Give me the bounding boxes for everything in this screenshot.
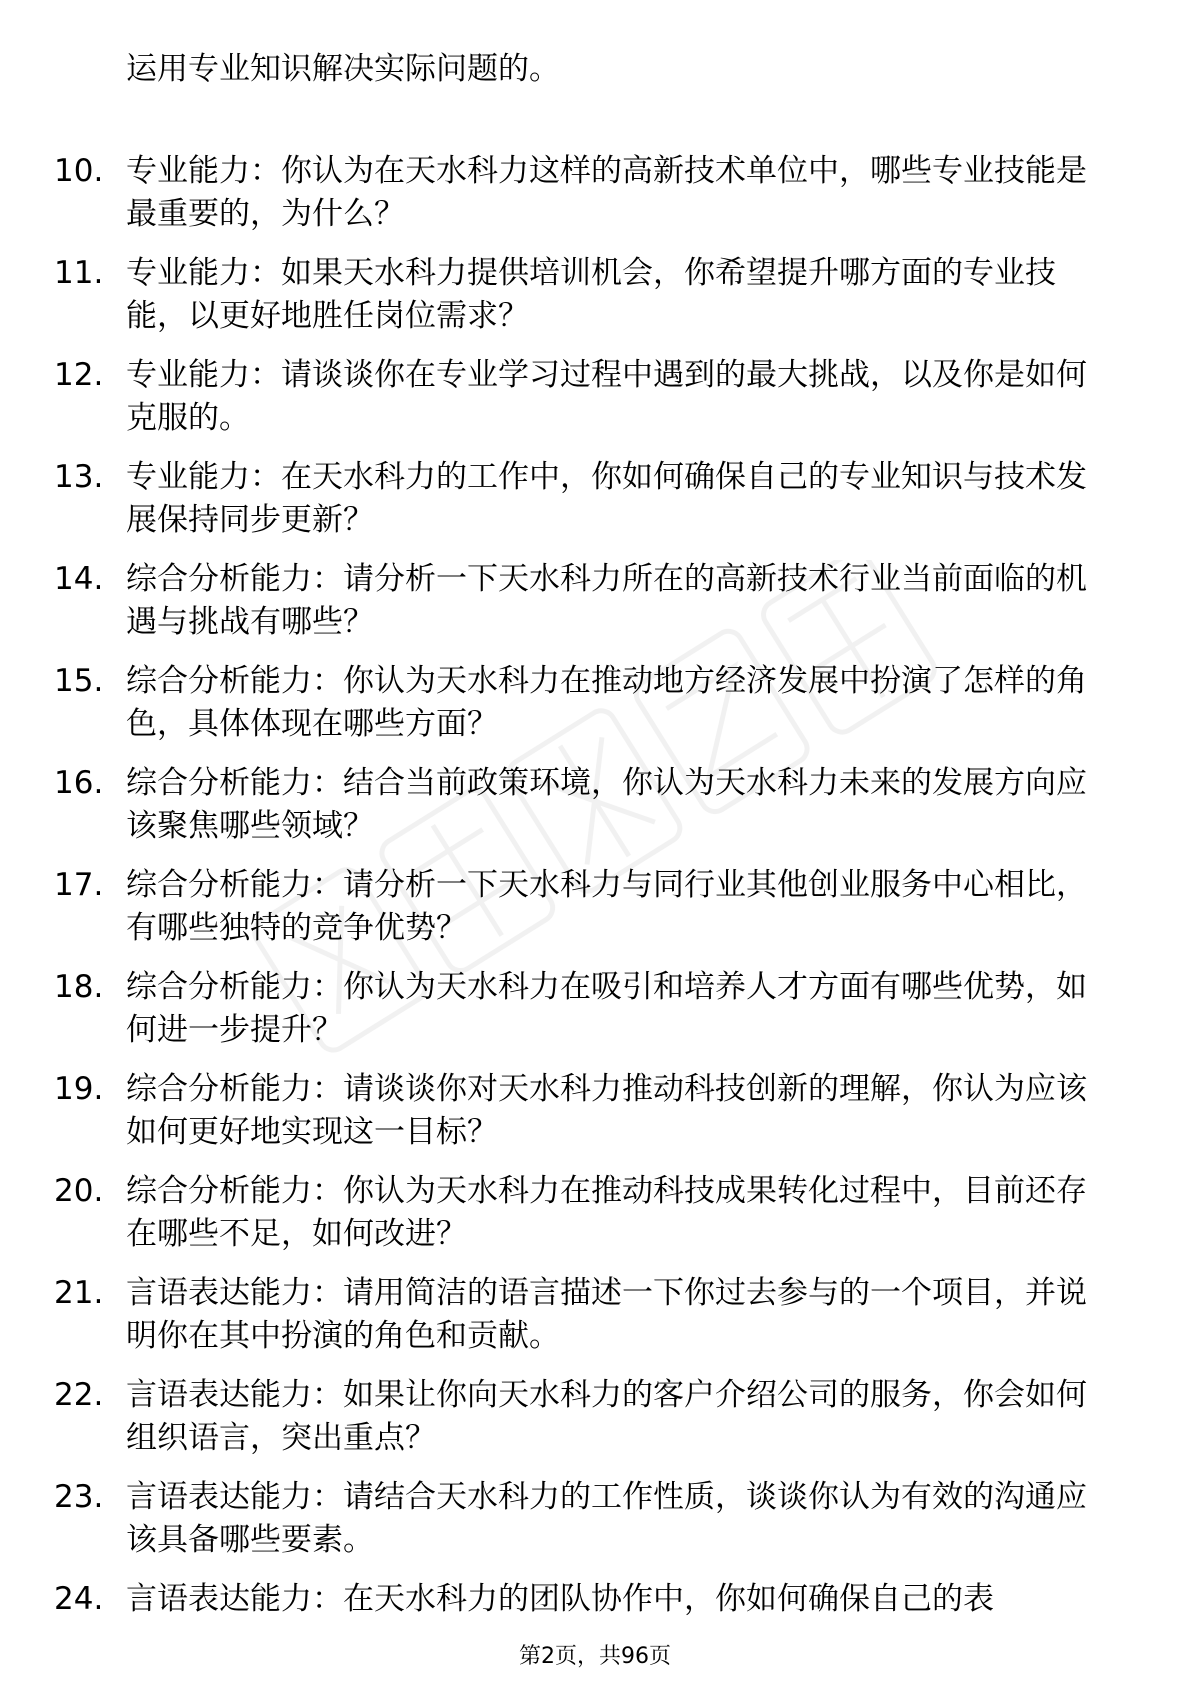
page-indicator: 第2页，共96页: [519, 1644, 671, 1669]
question-number: 17.: [54, 867, 104, 903]
question-text: 综合分析能力：你认为天水科力在吸引和培养人才方面有哪些优势，如何进一步提升？: [126, 969, 1087, 1048]
question-text: 综合分析能力：你认为天水科力在推动科技成果转化过程中，目前还存在哪些不足，如何改进？: [126, 1173, 1087, 1252]
question-number: 16.: [54, 765, 104, 801]
question-text: 专业能力：你认为在天水科力这样的高新技术单位中，哪些专业技能是最重要的，为什么？: [126, 153, 1087, 232]
question-text: 言语表达能力：如果让你向天水科力的客户介绍公司的服务，你会如何组织语言，突出重点？: [126, 1377, 1087, 1456]
question-number: 10.: [54, 153, 104, 189]
page-footer: [0, 1642, 1190, 1672]
question-text: 综合分析能力：请分析一下天水科力所在的高新技术行业当前面临的机遇与挑战有哪些？: [126, 561, 1087, 640]
question-number: 13.: [54, 459, 104, 495]
question-item: [54, 1476, 1124, 1562]
question-number: 21.: [54, 1275, 104, 1311]
question-number: 24.: [54, 1581, 104, 1617]
question-number: 15.: [54, 663, 104, 699]
question-text: 综合分析能力：请分析一下天水科力与同行业其他创业服务中心相比，有哪些独特的竞争优势？: [126, 867, 1087, 946]
question-item: [54, 966, 1124, 1052]
question-item: [54, 864, 1124, 950]
question-item: [54, 252, 1124, 338]
question-item: [54, 1374, 1124, 1460]
question-number: 18.: [54, 969, 104, 1005]
question-number: 14.: [54, 561, 104, 597]
question-item: [54, 1170, 1124, 1256]
question-text: 专业能力：在天水科力的工作中，你如何确保自己的专业知识与技术发展保持同步更新？: [126, 459, 1087, 538]
question-item: [54, 660, 1124, 746]
question-number: 20.: [54, 1173, 104, 1209]
question-number: 23.: [54, 1479, 104, 1515]
question-item: [54, 1272, 1124, 1358]
question-item: [54, 456, 1124, 542]
document-body: [54, 48, 1124, 1680]
question-item: [54, 558, 1124, 644]
question-number: 12.: [54, 357, 104, 393]
question-text: 专业能力：请谈谈你在专业学习过程中遇到的最大挑战，以及你是如何克服的。: [126, 357, 1087, 436]
question-number: 22.: [54, 1377, 104, 1413]
question-item: [54, 762, 1124, 848]
question-item: [54, 354, 1124, 440]
question-number: 11.: [54, 255, 104, 291]
question-text: 言语表达能力：请用简洁的语言描述一下你过去参与的一个项目，并说明你在其中扮演的角色和贡献。: [126, 1275, 1087, 1354]
question-text: 综合分析能力：结合当前政策环境，你认为天水科力未来的发展方向应该聚焦哪些领域？: [126, 765, 1087, 844]
question-item: [54, 150, 1124, 236]
question-text: 专业能力：如果天水科力提供培训机会，你希望提升哪方面的专业技能，以更好地胜任岗位需求？: [126, 255, 1056, 334]
question-text: 综合分析能力：你认为天水科力在推动地方经济发展中扮演了怎样的角色，具体体现在哪些方面？: [126, 663, 1087, 742]
question-item: [54, 1068, 1124, 1154]
question-text: 综合分析能力：请谈谈你对天水科力推动科技创新的理解，你认为应该如何更好地实现这一目标？: [126, 1071, 1087, 1150]
question-text: 言语表达能力：在天水科力的团队协作中，你如何确保自己的表: [126, 1581, 994, 1617]
question-list: [54, 150, 1124, 1664]
question-number: 19.: [54, 1071, 104, 1107]
question-text: 言语表达能力：请结合天水科力的工作性质，谈谈你认为有效的沟通应该具备哪些要素。: [126, 1479, 1087, 1558]
continued-paragraph: 运用专业知识解决实际问题的。: [126, 51, 560, 87]
